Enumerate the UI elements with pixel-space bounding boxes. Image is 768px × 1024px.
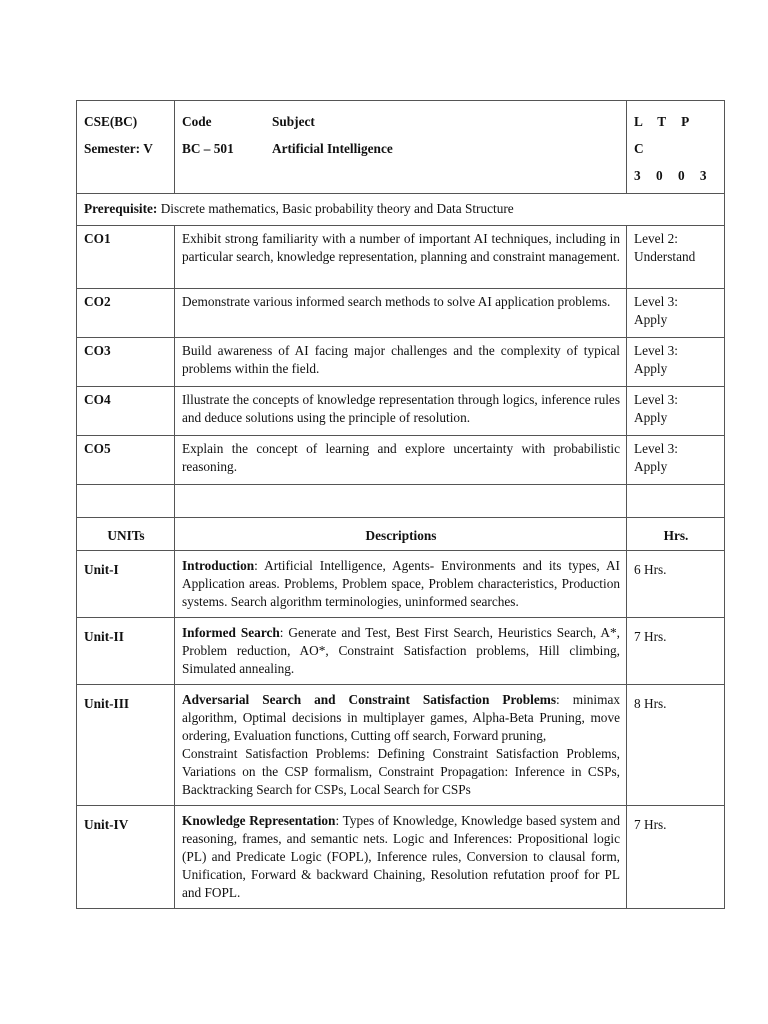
unit-label: Unit-III (84, 696, 130, 711)
co-row (77, 289, 725, 338)
co-description: Exhibit strong familiarity with a number of important AI techniques, including in particular search, knowledge representation, planning and constraint management. (182, 231, 620, 264)
co-id: CO2 (84, 294, 111, 309)
unit-row (77, 618, 725, 685)
code-subject-cell (175, 101, 627, 194)
co-level: Level 2: Understand (634, 231, 696, 264)
prerequisite-label: Prerequisite: (84, 201, 158, 216)
program-name: CSE(BC) (84, 114, 138, 129)
unit-row (77, 685, 725, 806)
ltpc-cell (627, 101, 725, 194)
co-description: Explain the concept of learning and explore uncertainty with probabilistic reasoning. (182, 441, 620, 474)
blank-row (77, 485, 725, 518)
unit-hours: 7 Hrs. (634, 817, 667, 832)
unit-label: Unit-I (84, 562, 119, 577)
co-id: CO1 (84, 231, 111, 246)
co-id: CO4 (84, 392, 111, 407)
unit-description: Adversarial Search and Constraint Satisfaction Problems: minimax algorithm, Optimal decisions in multiplayer games, Alpha-Beta Pruning, move ordering, Evaluation functions, Cutting off search, Forward pruning, Constraint Satisfaction Problems: Defining Constraint Satisfaction Problems, Variations on the CSP formalism, Constraint Propagation: Inference in CSPs, Backtracking Search for CSPs, Local Search for CSPs (182, 692, 620, 797)
co-row (77, 226, 725, 289)
co-row (77, 436, 725, 485)
unit-description: Introduction: Artificial Intelligence, Agents- Environments and its types, AI Application areas. Problems, Problem space, Problem characteristics, Production systems. Search algorithm terminologies, uninformed searches. (182, 558, 620, 609)
program-cell (77, 101, 175, 194)
co-level: Level 3: Apply (634, 441, 678, 474)
code-label: Code (182, 114, 212, 129)
unit-hours: 6 Hrs. (634, 562, 667, 577)
syllabus-page (76, 100, 724, 909)
co-description: Build awareness of AI facing major challenges and the complexity of typical problems within the field. (182, 343, 620, 376)
units-column-header: UNITs (107, 528, 145, 543)
prerequisite-cell (77, 194, 725, 226)
co-id: CO3 (84, 343, 111, 358)
co-level: Level 3: Apply (634, 392, 678, 425)
unit-row (77, 551, 725, 618)
co-description: Demonstrate various informed search methods to solve AI application problems. (182, 294, 611, 309)
unit-hours: 7 Hrs. (634, 629, 667, 644)
co-level: Level 3: Apply (634, 343, 678, 376)
unit-description: Knowledge Representation: Types of Knowledge, Knowledge based system and reasoning, frames, and semantic nets. Logic and Inferences: Propositional logic (PL) and Predicate Logic (FOPL), Inference rules, Conversion to clausal form, Unification, Forward & backward Chaining, Resolution refutation proof for PL and FOPL. (182, 813, 621, 900)
unit-description: Informed Search: Generate and Test, Best First Search, Heuristics Search, A*, Problem reduction, AO*, Constraint Satisfaction problems, Hill climbing, Simulated annealing. (182, 625, 621, 676)
co-level: Level 3: Apply (634, 294, 678, 327)
co-row (77, 338, 725, 387)
ltpc-values: 3 0 0 3 (634, 168, 713, 183)
co-row (77, 387, 725, 436)
unit-row (77, 806, 725, 909)
unit-hours: 8 Hrs. (634, 696, 667, 711)
descriptions-column-header: Descriptions (365, 528, 437, 543)
subject-name: Artificial Intelligence (272, 141, 393, 156)
unit-label: Unit-II (84, 629, 124, 644)
co-description: Illustrate the concepts of knowledge representation through logics, inference rules and deduce solutions using the principle of resolution. (182, 392, 620, 425)
prerequisite-row (77, 194, 725, 226)
semester-label: Semester: V (84, 141, 153, 156)
hrs-column-header: Hrs. (663, 528, 689, 543)
subject-label: Subject (272, 114, 315, 129)
syllabus-table (76, 100, 725, 909)
course-code: BC – 501 (182, 141, 234, 156)
unit-label: Unit-IV (84, 817, 129, 832)
units-header-row (77, 518, 725, 551)
prerequisite-text: Discrete mathematics, Basic probability theory and Data Structure (160, 201, 514, 216)
ltpc-label: L T P C (634, 114, 695, 156)
course-header-row (77, 101, 725, 194)
co-id: CO5 (84, 441, 111, 456)
